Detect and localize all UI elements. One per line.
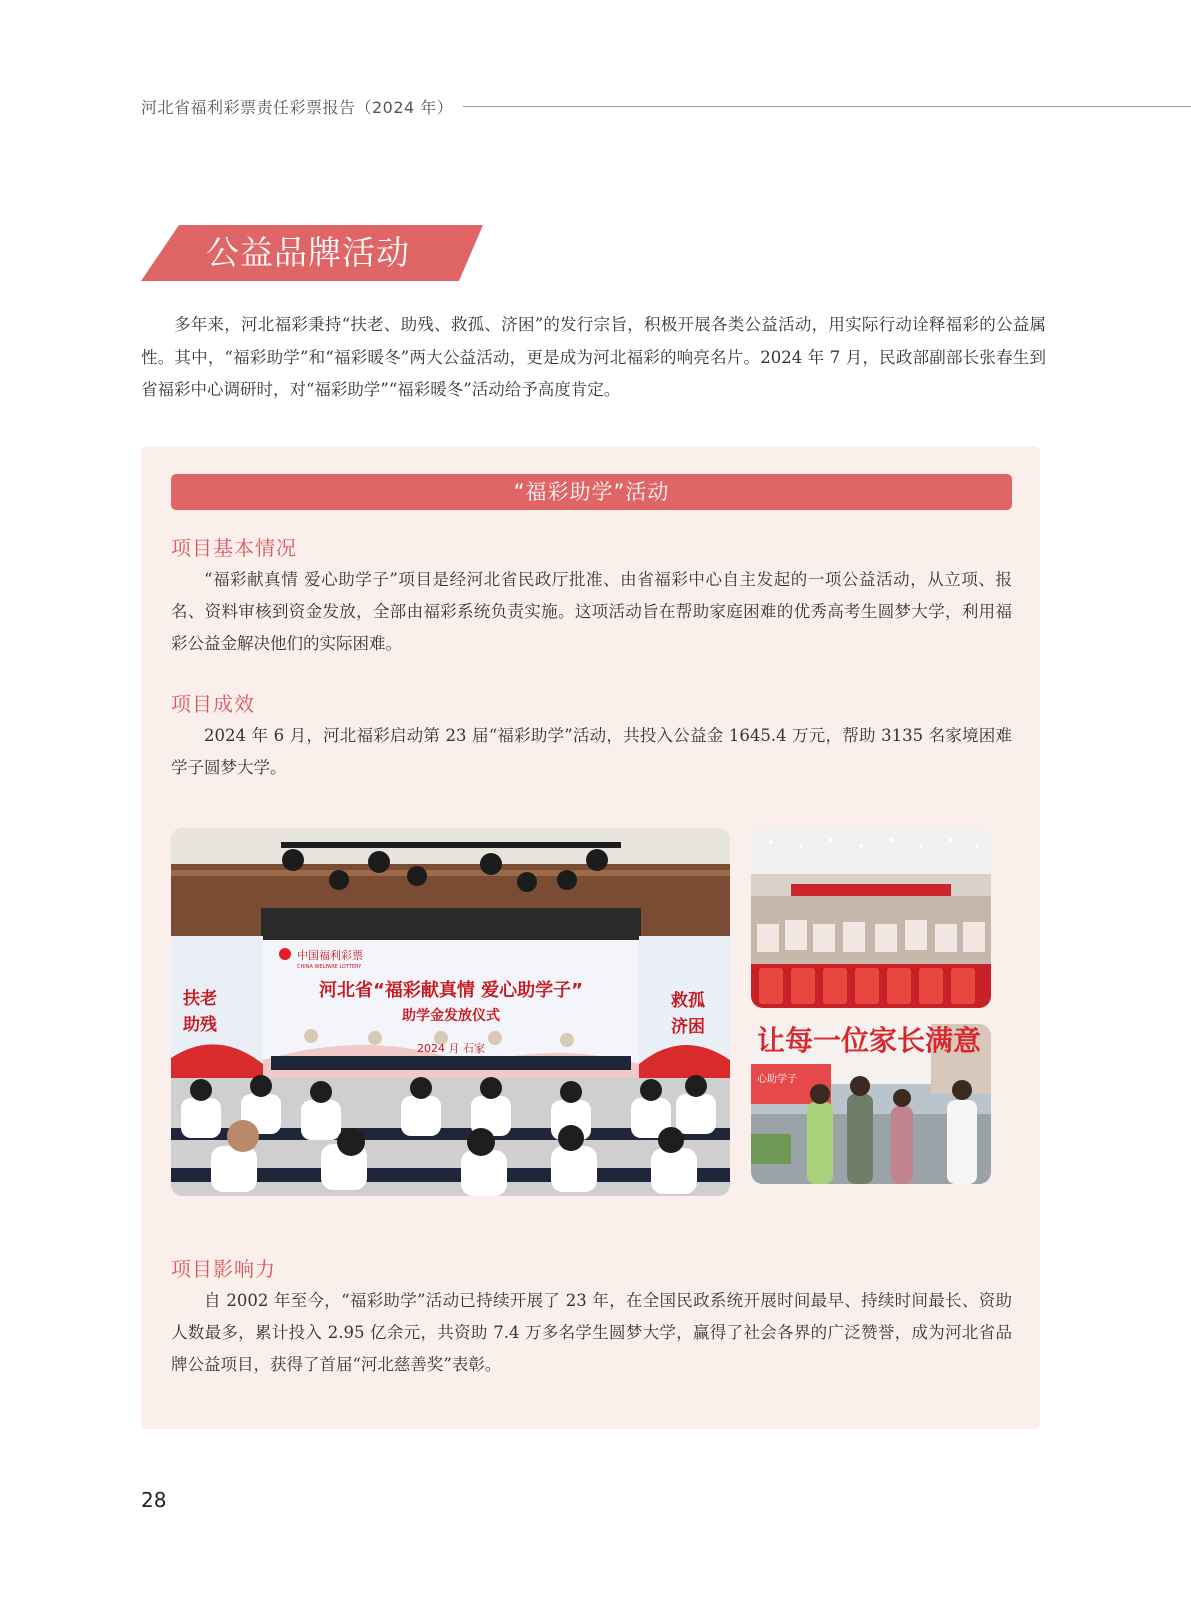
basic-info-heading: 项目基本情况: [171, 536, 297, 560]
results-paragraph: 2024 年 6 月，河北福彩启动第 23 届“福彩助学”活动，共投入公益金 1645.4 万元，帮助 3135 名家境困难学子圆梦大学。: [171, 726, 1012, 777]
slogan-left-1: 扶老: [183, 989, 217, 1009]
ceremony-photo: [171, 828, 730, 1196]
section-title: 公益品牌活动: [206, 233, 410, 272]
street-distribution-image: [751, 1024, 991, 1184]
hall-audience-image: [751, 828, 991, 1008]
card-title: “福彩助学”活动: [171, 474, 1012, 510]
ceremony-photo-image: [171, 828, 730, 1196]
results-heading: 项目成效: [171, 692, 255, 716]
impact-paragraph: 自 2002 年至今，“福彩助学”活动已持续开展了 23 年，在全国民政系统开展时间最早、持续时间最长、资助人数最多，累计投入 2.95 亿余元，共资助 7.4 万多名学生圆梦大学，赢得了社会各界的广泛赞誉，成为河北省品牌公益项目，获得了首届“河北慈善奖”表彰。: [171, 1291, 1012, 1374]
lottery-logo-text: 中国福利彩票: [297, 949, 363, 962]
slogan-right-2: 济困: [671, 1017, 705, 1037]
report-title: 河北省福利彩票责任彩票报告（2024 年）: [141, 97, 454, 117]
basic-info-paragraph: “福彩献真情 爱心助学子”项目是经河北省民政厅批准、由省福彩中心自主发起的一项公益活动，从立项、报名、资料审核到资金发放，全部由福彩系统负责实施。这项活动旨在帮助家庭困难的优秀高考生圆梦大学，利用福彩公益金解决他们的实际困难。: [171, 570, 1012, 653]
section-banner: [141, 225, 483, 281]
lottery-logo-en: CHINA WELFARE LOTTERY: [297, 964, 362, 970]
slogan-left-2: 助残: [183, 1015, 217, 1035]
screen-title-line2: 助学金发放仪式: [402, 1008, 500, 1024]
impact-heading: 项目影响力: [171, 1257, 276, 1281]
hall-audience-photo: [751, 828, 991, 1008]
slogan-right-1: 救孤: [671, 991, 705, 1011]
street-banner-text: 心助学子: [757, 1074, 797, 1085]
page-number: 28: [141, 1488, 167, 1512]
screen-date-text: 2024 月 石家: [417, 1042, 485, 1055]
intro-paragraph: 多年来，河北福彩秉持“扶老、助残、救孤、济困”的发行宗旨，积极开展各类公益活动，用实际行动诠释福彩的公益属性。其中，“福彩助学”和“福彩暖冬”两大公益活动，更是成为河北福彩的响亮名片。2024 年 7 月，民政部副部长张春生到省福彩中心调研时，对“福彩助学”“福彩暖冬”活动给予高度肯定。: [141, 315, 1046, 399]
activity-card: [141, 446, 1040, 1429]
running-header: [141, 94, 1191, 118]
street-sign-text: 让每一位家长满意: [757, 1024, 982, 1057]
header-rule: [463, 106, 1191, 107]
street-distribution-photo: [751, 1024, 991, 1184]
screen-title-line1: 河北省“福彩献真情 爱心助学子”: [319, 980, 583, 1001]
